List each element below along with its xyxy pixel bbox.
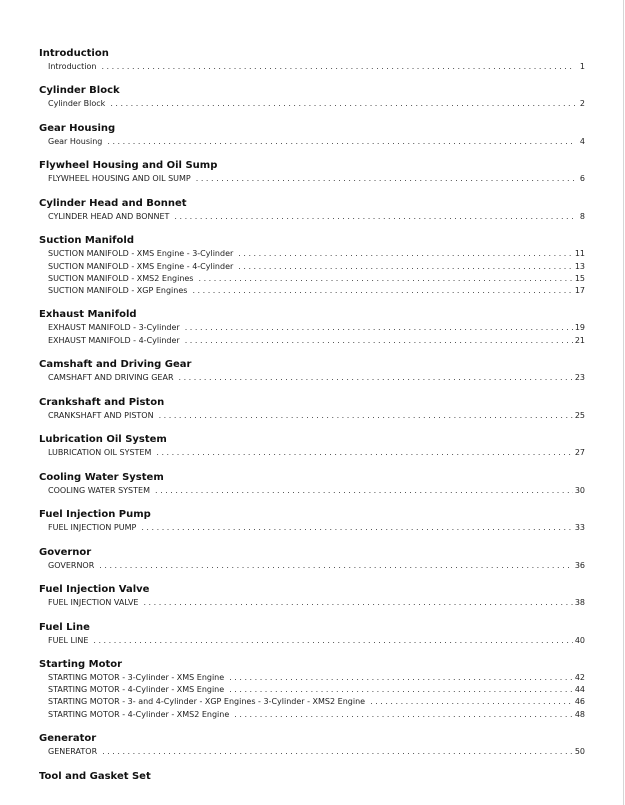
- toc-entry-label: FUEL INJECTION VALVE: [48, 598, 139, 608]
- toc-section: [39, 508, 585, 534]
- toc-section-title: Starting Motor: [39, 659, 123, 671]
- toc-section: [39, 197, 585, 223]
- toc-entry-link[interactable]: [48, 335, 585, 347]
- dot-leader: [185, 335, 573, 347]
- toc-entry-page-number: 1: [579, 62, 585, 71]
- toc-section: [39, 658, 585, 721]
- toc-entry-label: CYLINDER HEAD AND BONNET: [48, 211, 170, 221]
- toc-entry-label: EXHAUST MANIFOLD - 3-Cylinder: [48, 323, 180, 333]
- toc-entry-label: COOLING WATER SYSTEM: [48, 485, 150, 495]
- toc-entry-page-number: 30: [574, 485, 585, 495]
- toc-entry-link[interactable]: [48, 136, 585, 148]
- toc-section: [39, 546, 585, 572]
- toc-entry-label: CAMSHAFT AND DRIVING GEAR: [48, 373, 174, 383]
- toc-entry-page-number: 6: [579, 174, 585, 184]
- dot-leader: [196, 173, 575, 185]
- toc-entry-label: EXHAUST MANIFOLD - 4-Cylinder: [48, 335, 180, 345]
- toc-entry-label: SUCTION MANIFOLD - XMS Engine - 3-Cylinder: [48, 249, 234, 259]
- toc-section: [39, 234, 585, 297]
- toc-entry-label: SUCTION MANIFOLD - XMS2 Engines: [48, 273, 194, 283]
- toc-entry-link[interactable]: [48, 211, 585, 223]
- toc-entry-label: STARTING MOTOR - 4-Cylinder - XMS2 Engine: [48, 709, 230, 719]
- toc-entry-link[interactable]: [48, 322, 585, 334]
- dot-leader: [101, 61, 575, 73]
- toc-entry-page-number: 38: [574, 598, 585, 608]
- dot-leader: [238, 248, 573, 260]
- toc-entry-page-number: 11: [574, 249, 585, 259]
- dot-leader: [179, 372, 573, 384]
- toc-entry-page-number: 50: [574, 747, 585, 757]
- toc-entry-label: Cylinder Block: [48, 99, 106, 109]
- toc-section-title: Cooling Water System: [39, 471, 164, 483]
- toc-entry-page-number: 25: [574, 410, 585, 420]
- dot-leader: [238, 261, 573, 273]
- dot-leader: [229, 684, 573, 696]
- toc-section: [39, 396, 585, 422]
- toc-section-title: Cylinder Head and Bonnet: [39, 197, 187, 209]
- toc-entry-page-number: 36: [574, 560, 585, 570]
- toc-entry-link[interactable]: [48, 522, 585, 534]
- toc-entry-label: SUCTION MANIFOLD - XGP Engines: [48, 285, 188, 295]
- toc-entry-label: FUEL INJECTION PUMP: [48, 523, 137, 533]
- dot-leader: [192, 285, 572, 297]
- toc-section: [39, 583, 585, 609]
- toc-entry-label: Gear Housing: [48, 136, 103, 146]
- toc-entry-label: CRANKSHAFT AND PISTON: [48, 410, 154, 420]
- toc-section-title: Exhaust Manifold: [39, 309, 137, 321]
- toc-entry-link[interactable]: [48, 261, 585, 273]
- toc-section-title: Suction Manifold: [39, 235, 134, 247]
- toc-entry-label: SUCTION MANIFOLD - XMS Engine - 4-Cylinder: [48, 261, 234, 271]
- toc-entry-page-number: 21: [574, 335, 585, 345]
- toc-entry-page-number: 2: [579, 99, 585, 109]
- toc-entry-label: FUEL LINE: [48, 635, 89, 645]
- toc-entry-link[interactable]: [48, 597, 585, 609]
- toc-entry-link[interactable]: [48, 285, 585, 297]
- toc-section: [39, 308, 585, 346]
- dot-leader: [110, 98, 575, 110]
- toc-entry-page-number: 27: [574, 448, 585, 458]
- toc-section: [39, 621, 585, 647]
- toc-entry-link[interactable]: [48, 248, 585, 260]
- toc-entry-label: LUBRICATION OIL SYSTEM: [48, 448, 152, 458]
- dot-leader: [141, 522, 572, 534]
- page-edge-divider: [623, 0, 624, 805]
- toc-section: [39, 159, 585, 185]
- dot-leader: [99, 560, 573, 572]
- toc-entry-link[interactable]: [48, 447, 585, 459]
- toc-section-title: Generator: [39, 733, 97, 745]
- toc-entry-link[interactable]: [48, 173, 585, 185]
- dot-leader: [107, 136, 575, 148]
- toc-entry-link[interactable]: [48, 372, 585, 384]
- dot-leader: [143, 597, 572, 609]
- toc-section: [39, 471, 585, 497]
- toc-entry-page-number: 13: [574, 261, 585, 271]
- toc-entry-label: GENERATOR: [48, 747, 98, 757]
- toc-entry-link[interactable]: [48, 672, 585, 684]
- toc-section-title: Fuel Injection Pump: [39, 509, 151, 521]
- toc-entry-label: GOVERNOR: [48, 560, 95, 570]
- toc-entry-label: FLYWHEEL HOUSING AND OIL SUMP: [48, 174, 191, 184]
- dot-leader: [102, 746, 573, 758]
- toc-entry-link[interactable]: [48, 98, 585, 110]
- dot-leader: [234, 709, 573, 721]
- toc-section-title: Fuel Injection Valve: [39, 584, 150, 596]
- toc-entry-link[interactable]: [48, 684, 585, 696]
- dot-leader: [159, 410, 573, 422]
- dot-leader: [156, 447, 572, 459]
- toc-entry-link[interactable]: [48, 709, 585, 721]
- toc-section-title: Fuel Line: [39, 621, 90, 633]
- toc-section-title: Camshaft and Driving Gear: [39, 359, 192, 371]
- dot-leader: [229, 672, 573, 684]
- table-of-contents: [39, 47, 585, 784]
- toc-section-title: Gear Housing: [39, 122, 116, 134]
- toc-section: [39, 84, 585, 110]
- toc-section-title: Introduction: [39, 48, 109, 59]
- toc-section-title: Governor: [39, 546, 92, 558]
- toc-entry-link[interactable]: [48, 560, 585, 572]
- toc-section: [39, 770, 585, 783]
- toc-entry-page-number: 8: [579, 211, 585, 221]
- toc-section-title: Cylinder Block: [39, 85, 120, 97]
- toc-entry-page-number: 4: [579, 136, 585, 146]
- toc-section-title: Crankshaft and Piston: [39, 396, 165, 408]
- toc-entry-page-number: 40: [574, 635, 585, 645]
- toc-entry-link[interactable]: [48, 61, 585, 73]
- toc-entry-page-number: 42: [574, 673, 585, 683]
- toc-entry-page-number: 48: [574, 709, 585, 719]
- toc-entry-link[interactable]: [48, 696, 585, 708]
- toc-section: [39, 358, 585, 384]
- toc-entry-page-number: 23: [574, 373, 585, 383]
- toc-entry-link[interactable]: [48, 410, 585, 422]
- toc-entry-label: STARTING MOTOR - 4-Cylinder - XMS Engine: [48, 685, 225, 695]
- toc-entry-page-number: 33: [574, 523, 585, 533]
- dot-leader: [185, 322, 573, 334]
- toc-entry-label: Introduction: [48, 62, 97, 71]
- dot-leader: [174, 211, 575, 223]
- dot-leader: [370, 696, 573, 708]
- toc-entry-link[interactable]: [48, 273, 585, 285]
- toc-entry-link[interactable]: [48, 485, 585, 497]
- toc-entry-link[interactable]: [48, 635, 585, 647]
- toc-entry-link[interactable]: [48, 746, 585, 758]
- dot-leader: [93, 635, 572, 647]
- toc-section-title: Flywheel Housing and Oil Sump: [39, 160, 218, 172]
- toc-section: [39, 122, 585, 148]
- toc-entry-page-number: 15: [574, 273, 585, 283]
- toc-entry-label: STARTING MOTOR - 3- and 4-Cylinder - XGP Engines - 3-Cylinder - XMS2 Engine: [48, 697, 366, 707]
- toc-section: [39, 433, 585, 459]
- toc-section-title: Tool and Gasket Set: [39, 770, 151, 782]
- dot-leader: [198, 273, 572, 285]
- toc-entry-page-number: 19: [574, 323, 585, 333]
- toc-entry-label: STARTING MOTOR - 3-Cylinder - XMS Engine: [48, 673, 225, 683]
- dot-leader: [155, 485, 573, 497]
- toc-section: [39, 732, 585, 758]
- toc-section: [39, 47, 585, 73]
- toc-entry-page-number: 46: [574, 697, 585, 707]
- toc-entry-page-number: 17: [574, 285, 585, 295]
- toc-section-title: Lubrication Oil System: [39, 434, 167, 446]
- toc-entry-page-number: 44: [574, 685, 585, 695]
